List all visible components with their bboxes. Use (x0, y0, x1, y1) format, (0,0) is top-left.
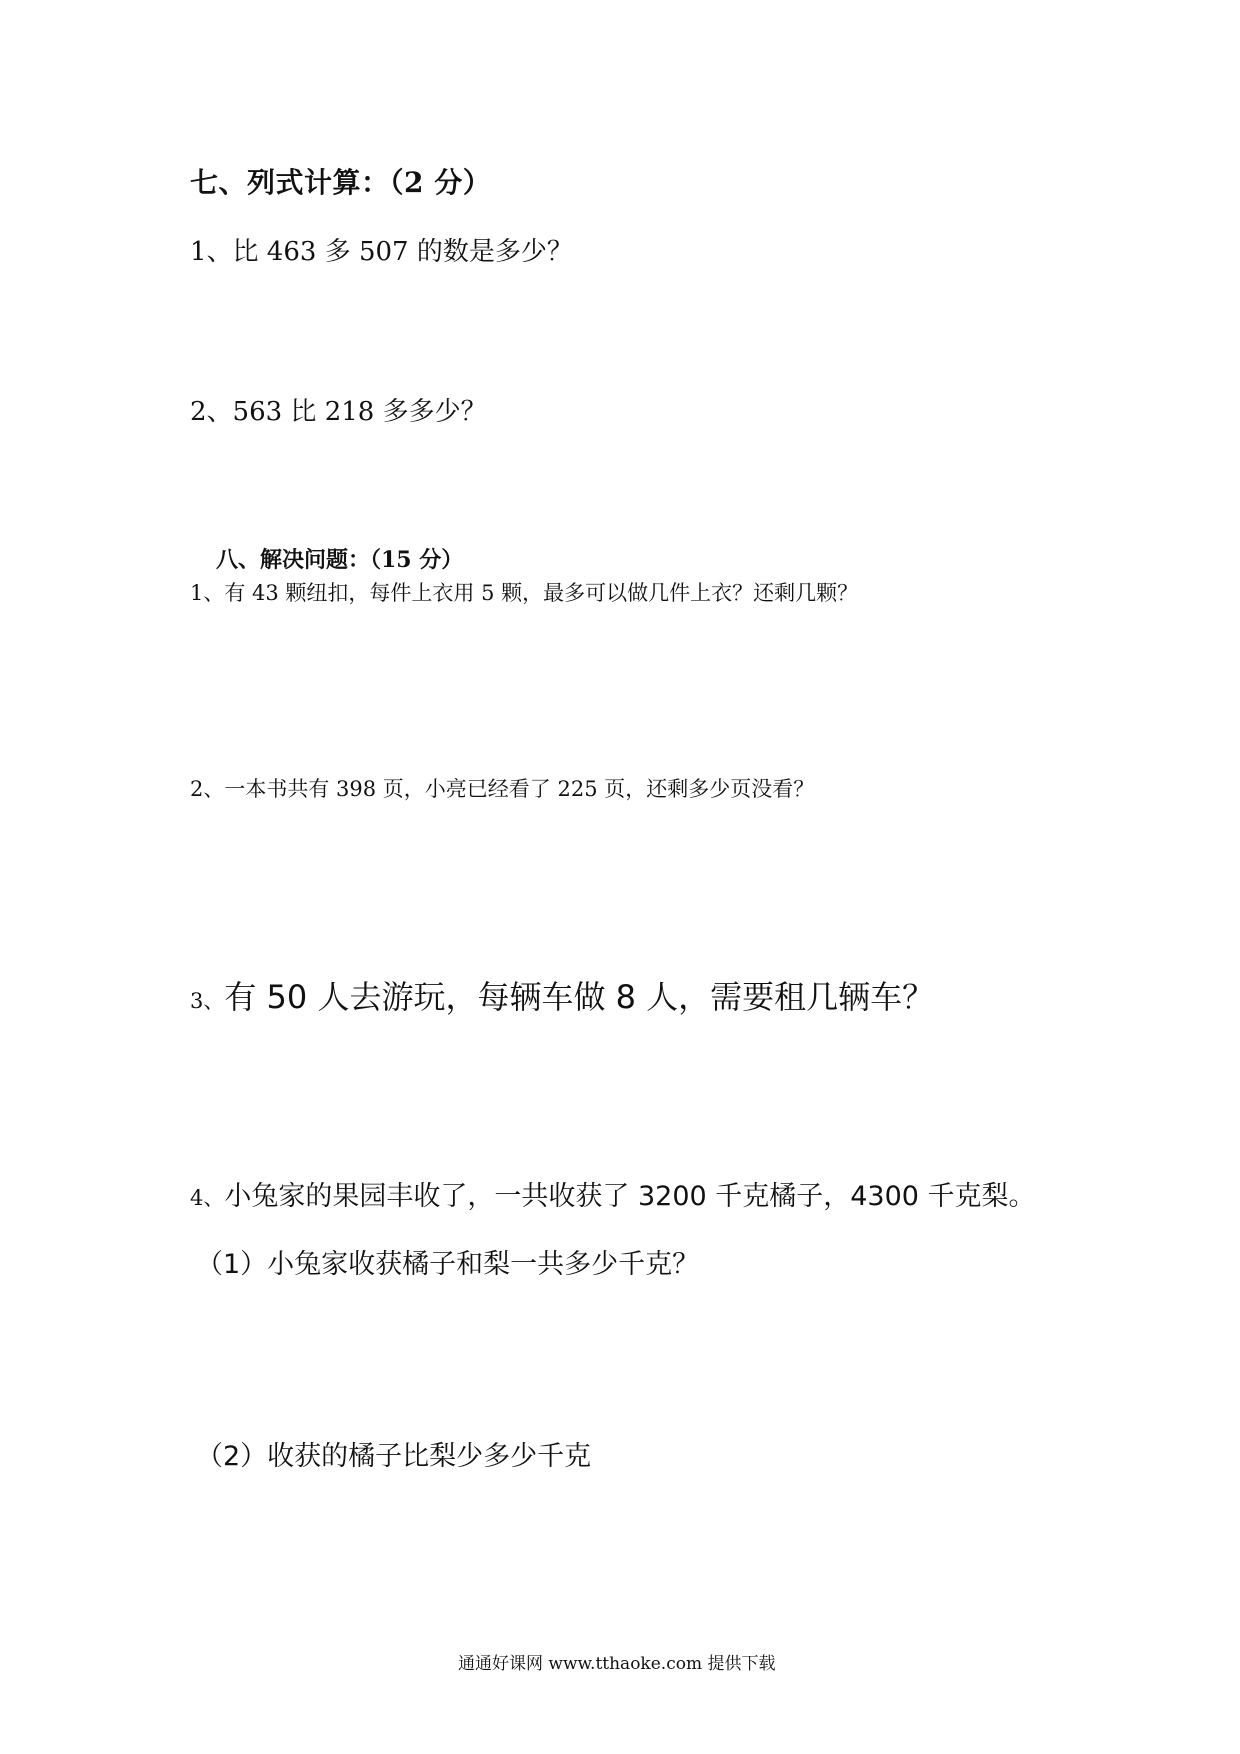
question-4-subquestion-1: （1）小兔家收获橘子和梨一共多少千克？ (196, 1249, 700, 1280)
question-4-text: 小兔家的果园丰收了，一共收获了 3200 千克橘子，4300 千克梨。 (224, 1181, 1036, 1212)
question-3-text: 有 50 人去游玩，每辆车做 8 人，需要租几辆车？ (224, 978, 935, 1016)
section-7-title: 七、列式计算：（2 分） (190, 166, 492, 199)
question-3-number: 3、 (190, 989, 225, 1013)
section-8-question-1: 1、有 43 颗纽扣，每件上衣用 5 颗，最多可以做几件上衣？还剩几颗？ (190, 581, 859, 605)
section-7-question-1: 1、比 463 多 507 的数是多少？ (190, 237, 573, 267)
section-8-question-2: 2、一本书共有 398 页，小亮已经看了 225 页，还剩多少页没看？ (190, 777, 815, 801)
section-8-question-3 (190, 980, 934, 1015)
question-4-subquestion-2: （2）收获的橘子比梨少多少千克 (196, 1441, 592, 1472)
page-footer: 通通好课网 www.tthaoke.com 提供下载 (458, 1654, 776, 1674)
section-8-question-4 (190, 1182, 1036, 1212)
section-7-question-2: 2、563 比 218 多多少？ (190, 397, 487, 427)
section-8-title: 八、解决问题：（15 分） (216, 547, 464, 573)
question-4-number: 4、 (190, 1186, 225, 1210)
